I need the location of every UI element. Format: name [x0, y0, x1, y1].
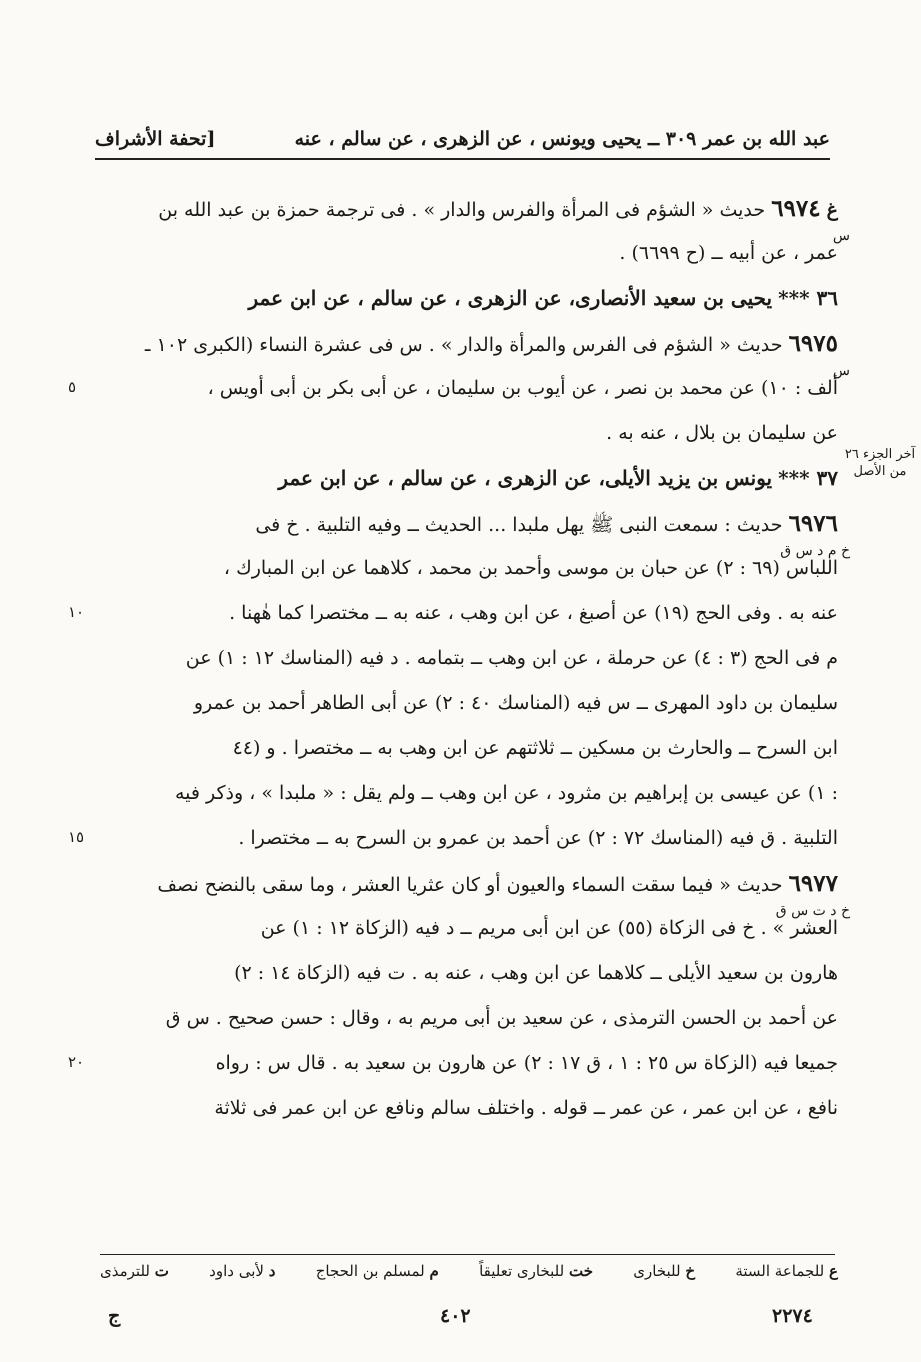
page-number: ٤٠٢: [440, 1305, 471, 1327]
text-line: [100, 276, 838, 321]
text-line: [100, 771, 838, 816]
legend-item: [100, 1262, 169, 1280]
text-line: [100, 861, 850, 919]
legend-sigla: خت: [569, 1262, 594, 1280]
sigla-legend: [100, 1262, 838, 1280]
text-line: [100, 906, 838, 951]
line-text: سليمان بن داود المهرى ــ س فيه (المناسك ٤٠ : ٢) عن أبى الطاهر أحمد بن عمرو: [193, 692, 838, 714]
line-text: العشر » . خ فى الزكاة (٥٥) عن ابن أبى مريم ــ د فيه (الزكاة ١٢ : ١) عن: [260, 917, 838, 939]
section-heading: يونس بن يزيد الأيلى، عن الزهرى ، عن سالم ، عن ابن عمر: [278, 466, 773, 490]
sub-sigla: س: [832, 363, 850, 379]
hadith-number: ٦٩٧٤: [771, 195, 821, 222]
footer-right-number: ٢٢٧٤: [772, 1305, 813, 1327]
sub-sigla: خ م د س ق: [780, 543, 850, 559]
text-line: [100, 951, 838, 996]
footer-left-mark: ج: [108, 1305, 121, 1327]
legend-label: للجماعة الستة: [735, 1262, 825, 1280]
body-text: [100, 186, 850, 1131]
legend-sigla: ت: [154, 1262, 169, 1280]
line-text: حديث « الشؤم فى الفرس والمرأة والدار » . س فى عشرة النساء (الكبرى ١٠٢ ـ: [144, 334, 783, 356]
line-text: اللباس (٦٩ : ٢) عن حبان بن موسى وأحمد بن محمد ، كلاهما عن ابن المبارك ،: [223, 557, 838, 579]
line-text: ألف : ١٠) عن محمد بن نصر ، عن أيوب بن سليمان ، عن أبى بكر بن أبى أويس ،: [207, 377, 838, 399]
hadith-sigla: غ: [826, 199, 838, 221]
legend-label: لأبى داود: [209, 1262, 264, 1280]
legend-item: [633, 1262, 695, 1280]
hadith-number: ٦٩٧٧: [788, 870, 838, 897]
line-text: عن سليمان بن بلال ، عنه به .: [606, 422, 838, 444]
sub-sigla: خ د ت س ق: [775, 903, 850, 919]
text-line: [100, 456, 838, 501]
line-text: حديث « فيما سقت السماء والعيون أو كان عثريا العشر ، وما سقى بالنضح نصف: [157, 874, 783, 896]
legend-sigla: خ: [685, 1262, 696, 1280]
text-line: [100, 1086, 838, 1131]
text-line: [100, 591, 838, 636]
text-line: [100, 996, 838, 1041]
text-line: [100, 1041, 838, 1086]
text-line: [100, 231, 838, 276]
line-text: هارون بن سعيد الأيلى ــ كلاهما عن ابن وهب ، عنه به . ت فيه (الزكاة ١٤ : ٢): [234, 962, 838, 984]
text-line: [100, 501, 850, 559]
line-text: م فى الحج (٣ : ٤) عن حرملة ، عن ابن وهب ــ بتمامه . د فيه (المناسك ١٢ : ١) عن: [185, 647, 838, 669]
text-line: [100, 816, 838, 861]
header-rule: [95, 158, 830, 160]
legend-item: [209, 1262, 275, 1280]
legend-label: للبخارى: [633, 1262, 681, 1280]
header-title-right: عبد الله بن عمر ٣٠٩ ــ يحيى ويونس ، عن الزهرى ، عن سالم ، عنه: [294, 128, 830, 150]
legend-label: لمسلم بن الحجاج: [315, 1262, 425, 1280]
legend-label: للبخارى تعليقاً: [479, 1262, 565, 1280]
line-number: ١٥: [68, 828, 85, 846]
text-line: [100, 636, 838, 681]
legend-item: [735, 1262, 838, 1280]
legend-item: [479, 1262, 593, 1280]
text-line: [100, 681, 838, 726]
line-text: نافع ، عن ابن عمر ، عن عمر ــ قوله . واختلف سالم ونافع عن ابن عمر فى ثلاثة: [214, 1097, 838, 1119]
text-line: [100, 546, 838, 591]
legend-item: [316, 1262, 439, 1280]
legend-sigla: م: [429, 1262, 439, 1280]
footer-rule: [100, 1254, 835, 1255]
legend-sigla: ع: [829, 1262, 838, 1280]
line-text: جميعا فيه (الزكاة س ٢٥ : ١ ، ق ١٧ : ٢) عن هارون بن سعيد به . قال س : رواه: [215, 1052, 838, 1074]
hadith-number: ٦٩٧٦: [788, 510, 838, 537]
header-title-left: [تحفة الأشراف: [95, 128, 216, 150]
hadith-number: ٦٩٧٥: [788, 330, 838, 357]
text-line: [100, 411, 838, 456]
section-number: ٣٧ ***: [778, 466, 838, 490]
line-text: عمر ، عن أبيه ــ (ح ٦٦٩٩) .: [619, 242, 838, 264]
section-number: ٣٦ ***: [778, 286, 838, 310]
line-text: حديث « الشؤم فى المرأة والفرس والدار » . فى ترجمة حمزة بن عبد الله بن: [158, 199, 766, 221]
legend-sigla: د: [268, 1262, 276, 1280]
line-number: ٥: [68, 378, 77, 396]
legend-label: للترمذى: [100, 1262, 150, 1280]
line-number: ٢٠: [68, 1053, 85, 1071]
running-header: [95, 110, 830, 150]
line-text: عنه به . وفى الحج (١٩) عن أصبغ ، عن ابن وهب ، عنه به ــ مختصرا كما هٰهنا .: [229, 602, 838, 624]
line-text: ابن السرح ــ والحارث بن مسكين ــ ثلاثتهم عن ابن وهب به ــ مختصرا . و (٤٤: [232, 737, 838, 759]
line-number: ١٠: [68, 603, 85, 621]
sub-sigla: س: [832, 228, 850, 244]
text-line: [100, 366, 838, 411]
text-line: [100, 321, 850, 379]
text-line: [100, 186, 850, 244]
line-text: التلبية . ق فيه (المناسك ٧٢ : ٢) عن أحمد بن عمرو بن السرح به ــ مختصرا .: [238, 827, 838, 849]
line-text: : ١) عن عيسى بن إبراهيم بن مثرود ، عن ابن وهب ــ ولم يقل : « ملبدا » ، وذكر فيه: [174, 782, 838, 804]
line-text: حديث : سمعت النبى ﷺ يهل ملبدا ... الحديث ــ وفيه التلبية . خ فى: [255, 514, 783, 536]
margin-note: آخر الجزء ٢٦ من الأصل: [844, 447, 916, 479]
text-line: [100, 726, 838, 771]
section-heading: يحيى بن سعيد الأنصارى، عن الزهرى ، عن سالم ، عن ابن عمر: [248, 286, 773, 310]
line-text: عن أحمد بن الحسن الترمذى ، عن سعيد بن أبى مريم به ، وقال : حسن صحيح . س ق: [165, 1007, 838, 1029]
